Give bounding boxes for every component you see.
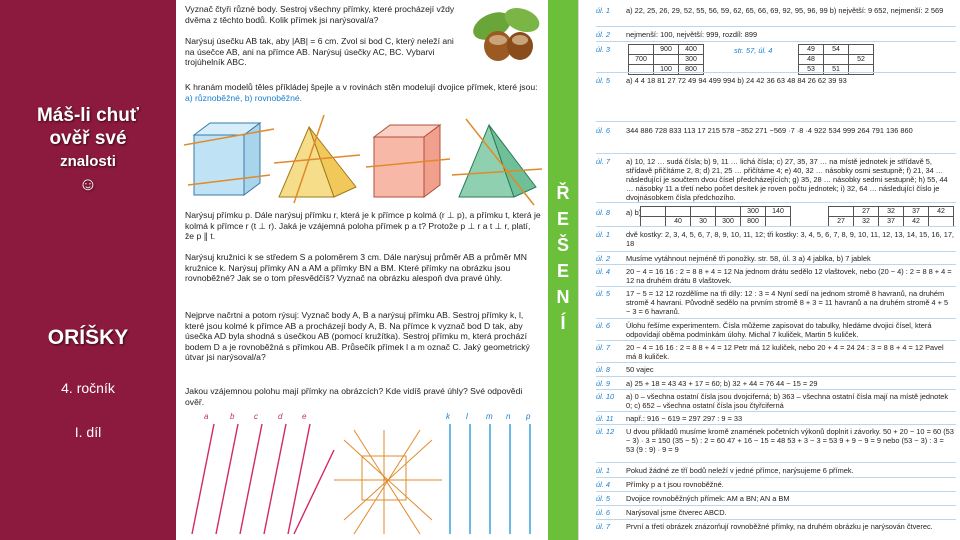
solution-row: úl. 5 Dvojice rovnoběžných přímek: AM a BN; AN a BM	[596, 494, 790, 503]
solution-row: úl. 6 Úlohu řešíme experimentem. Čísla můžeme zapisovat do tabulky, hledáme dvojici čísel, která odpovídají oběma podmínkám úlohy. Michal 7 kuliček, Martin 5 kuliček.	[596, 321, 932, 339]
title-line-2: ověř své	[49, 128, 127, 149]
exercise-7: Jakou vzájemnou polohu mají přímky na obrázcích? Kde vidíš pravé úhly? Své odpovědi ověř.	[185, 386, 523, 407]
solutions-strip	[548, 0, 578, 540]
solution-row: úl. 6 344 886 728 833 113 17 215 578 −352 271 −569 ·7 ·8 ·4 922 534 999 264 791 136 860	[596, 126, 913, 135]
resi-letter-1: Ř	[556, 183, 570, 203]
exercise-3-option-a: a) různoběžné,	[185, 92, 243, 103]
hatched-lines-left	[192, 424, 334, 534]
line-label-d: d	[278, 412, 283, 421]
page-gutter	[578, 0, 591, 540]
grade-label: 4. ročník	[61, 380, 115, 396]
solution-row: úl. 3	[596, 45, 610, 54]
line-label-b: b	[230, 412, 235, 421]
solution-row: úl. 9 a) 25 + 18 = 43 43 + 17 = 60; b) 32 + 44 = 76 44 − 15 = 29	[596, 379, 818, 388]
line-label-l: l	[466, 412, 468, 421]
solution-row: úl. 8 50 vajec	[596, 365, 654, 374]
solids-illustration	[184, 115, 544, 211]
line-labels-left	[204, 412, 307, 421]
resi-letter-5: N	[556, 287, 570, 307]
exercise-2: Narýsuj úsečku AB tak, aby |AB| = 6 cm. Zvol si bod C, který neleží ani na úsečce AB, ani na přímce AB. Narýsuj úsečky AC, BC. Vybarvi trojúhelník ABC.	[185, 36, 454, 68]
line-label-n: n	[506, 412, 511, 421]
smiley-icon: ☺	[78, 174, 98, 194]
page-ref: str. 57, úl. 4	[734, 46, 773, 55]
solution-row: úl. 10 a) 0 – všechna ostatní čísla jsou dvojciferná; b) 363 – všechna ostatní čísla mají na místě jednotek 0; c) 652 – všechna ostatní čísla jsou čtyřciferná	[596, 392, 949, 410]
resi-letter-4: E	[556, 261, 569, 281]
solution-row: úl. 5 a) 4 4 18 81 27 72 49 94 499 994 b) 24 42 36 63 48 84 26 62 39 93	[596, 76, 847, 85]
exercise-page	[176, 0, 548, 540]
line-label-m: m	[486, 412, 493, 421]
table-ex8a: 300 140 40 30 300 800	[640, 206, 791, 227]
line-label-e: e	[302, 412, 307, 421]
exercise-1: Vyznač čtyři různé body. Sestroj všechny přímky, které procházejí vždy dvěma z těchto bodů. Kolik přímek jsi narýsoval/a?	[185, 4, 455, 25]
resi-letter-6: Í	[560, 313, 566, 333]
exercise-5: Narýsuj kružnici k se středem S a poloměrem 3 cm. Dále narýsuj průměr AB a průměr MN kružnice k. Narýsuj přímky AN a AM a přímky BN a BM. Které přímky na obrázku jsou rovnoběžné? Jak se o tom přesvědčíš? Vyznač na obrázku alespoň dva pravé úhly.	[185, 252, 527, 284]
solution-row: úl. 4 20 − 4 = 16 16 : 2 = 8 8 + 4 = 12 Na jednom drátu sedělo 12 vlaštovek, nebo (20 − 4) : 2 = 8 8 + 4 = 12 na druhém drátu 8 vlaštovek.	[596, 267, 952, 285]
exercise-4: Narýsuj přímku p. Dále narýsuj přímku r, která je k přímce p kolmá (r ⊥ p), a přímku t, která je kolmá k přímce r (t ⊥ r). Jaká je vzájemná poloha přímek p a t? Protože p ⊥ r a t ⊥ r, platí, že p ∥ t.	[185, 210, 541, 242]
solution-row: úl. 1 Pokud žádné ze tří bodů neleží v jedné přímce, narýsujeme 6 přímek.	[596, 466, 854, 475]
solution-row: úl. 6 Narýsoval jsme čtverec ABCD.	[596, 508, 727, 517]
cube-pink	[366, 125, 450, 197]
hazelnut-illustration	[470, 4, 542, 66]
intersecting-lines	[334, 430, 442, 534]
solution-row: úl. 7 20 − 4 = 16 16 : 2 = 8 8 + 4 = 12 Petr má 12 kuliček, nebo 20 + 4 = 24 24 : 3 = 8 8 + 4 = 12 Pavel má 8 kuliček.	[596, 343, 944, 361]
resi-letter-3: Š	[556, 235, 569, 255]
cube-blue	[184, 123, 274, 195]
line-label-c: c	[254, 412, 258, 421]
solution-row: úl. 12 U dvou příkladů musíme kromě znamének početních výkonů doplnit i závorky. 50 + 20 − 10 = 60 (53 − 3) · 3 = 150 (35 − 5) : 2 = 60 47 + 16 − 15 = 48 53 + 3 − 3 = 53 9 + 9 − 9 = 9 nebo (53 − 3) : 3 = 53 (9 : 9) · 9 = 9	[596, 427, 954, 454]
pyramid-green	[452, 119, 542, 205]
hatched-lines-right	[450, 424, 530, 534]
exercise-3-text: K hranám modelů těles příkládej špejle a v rovinách stěn modelují dvojice přímek, které jsou:	[185, 82, 538, 92]
resi-letter-2: E	[556, 209, 569, 229]
exercise-3-option-b: b) rovnoběžné.	[244, 92, 303, 103]
title-line-1: Máš-li chuť	[36, 105, 139, 126]
table-ex3-right: 49 54 48 52 53 51	[798, 44, 874, 75]
table-ex3-left: 900 400 700 300 100 800	[628, 44, 704, 75]
line-label-a: a	[204, 412, 209, 421]
part-label: I. díl	[74, 424, 102, 440]
solution-row: úl. 7 První a třetí obrázek znázorňují rovnoběžné přímky, na druhém obrázku je narýsován čtverec.	[596, 522, 933, 531]
slide-title	[0, 104, 176, 196]
title-panel	[0, 0, 176, 540]
solution-row: úl. 8 a) b)	[596, 208, 642, 217]
solution-row: úl. 4 Přímky p a t jsou rovnoběžné.	[596, 480, 724, 489]
line-labels-right	[446, 412, 531, 421]
title-line-3: znalosti	[60, 153, 116, 170]
solutions-page	[592, 0, 960, 540]
exercise-3	[185, 82, 541, 103]
line-label-p: p	[526, 412, 531, 421]
solution-row: úl. 11 např.: 916 − 619 = 297 297 : 9 = 33	[596, 414, 743, 423]
line-label-k: k	[446, 412, 450, 421]
solution-row: úl. 1 a) 22, 25, 26, 29, 52, 55, 56, 59, 62, 65, 66, 69, 92, 95, 96, 99 b) největší: 9 652, nejmenší: 2 569	[596, 6, 944, 15]
book-title: ORÍŠKY	[47, 326, 129, 349]
pyramid-yellow	[274, 115, 360, 203]
solution-row: úl. 2 nejmenší: 100, největší: 999, rozdíl: 899	[596, 30, 758, 39]
solution-row: úl. 5 17 − 5 = 12 12 rozdělíme na tři díly: 12 : 3 = 4 Nyní sedí na jednom stromě 8 havranů, na druhém stromě 4 havrani. Původně sedělo na prvním stromě 8 + 3 = 11 havranů a na druhém stromě 4 + 5 − 3 = 6 havranů.	[596, 289, 949, 316]
table-ex8b: 27 32 37 42 27 32 37 42	[828, 206, 954, 227]
solution-row: úl. 7 a) 10, 12 … sudá čísla; b) 9, 11 … lichá čísla; c) 27, 35, 37 … na místě jednotek je střídavě 5, střídavě přičítáme 2, 8; d) 21, 25 … přičítáme 4; e) 40, 32 … násobky osmi sestupně; f) 21, 34 … následující je součtem dvou čísel předcházejících; g) 35, 28 … násobky sedmi sestupně; h) 55, 44 … násobky 11 a třetí nebo počet desítek je roven počtu jednotek; i) 32, 64 … následující číslo je dvojnásobkem čísla předchozího.	[596, 157, 948, 202]
solution-row: úl. 1 dvě kostky: 2, 3, 4, 5, 6, 7, 8, 9, 10, 11, 12; tři kostky: 3, 4, 5, 6, 7, 8, 9, 10, 11, 12, 13, 14, 15, 16, 17, 18	[596, 230, 954, 248]
lines-illustration	[184, 410, 544, 538]
exercise-6: Nejprve načrtni a potom rýsuj: Vyznač body A, B a narýsuj přímku AB. Sestroj přímky k, l, které jsou kolmé k přímce AB a procházejí body A, B. Na přímce k vyznač bod D tak, aby úsečka AD byla shodná s úsečkou AB (pomocí kružítka). Sestroj přímku m, která prochází bodem D a je rovnoběžná s přímkou AB. Průsečík přímek l a m označ C. Jaký geometrický útvar jsi narýsoval/a?	[185, 310, 530, 363]
solution-row: úl. 2 Musíme vytáhnout nejméně tři ponožky. str. 58, úl. 3 a) 4 jablka, b) 7 jablek	[596, 254, 871, 263]
